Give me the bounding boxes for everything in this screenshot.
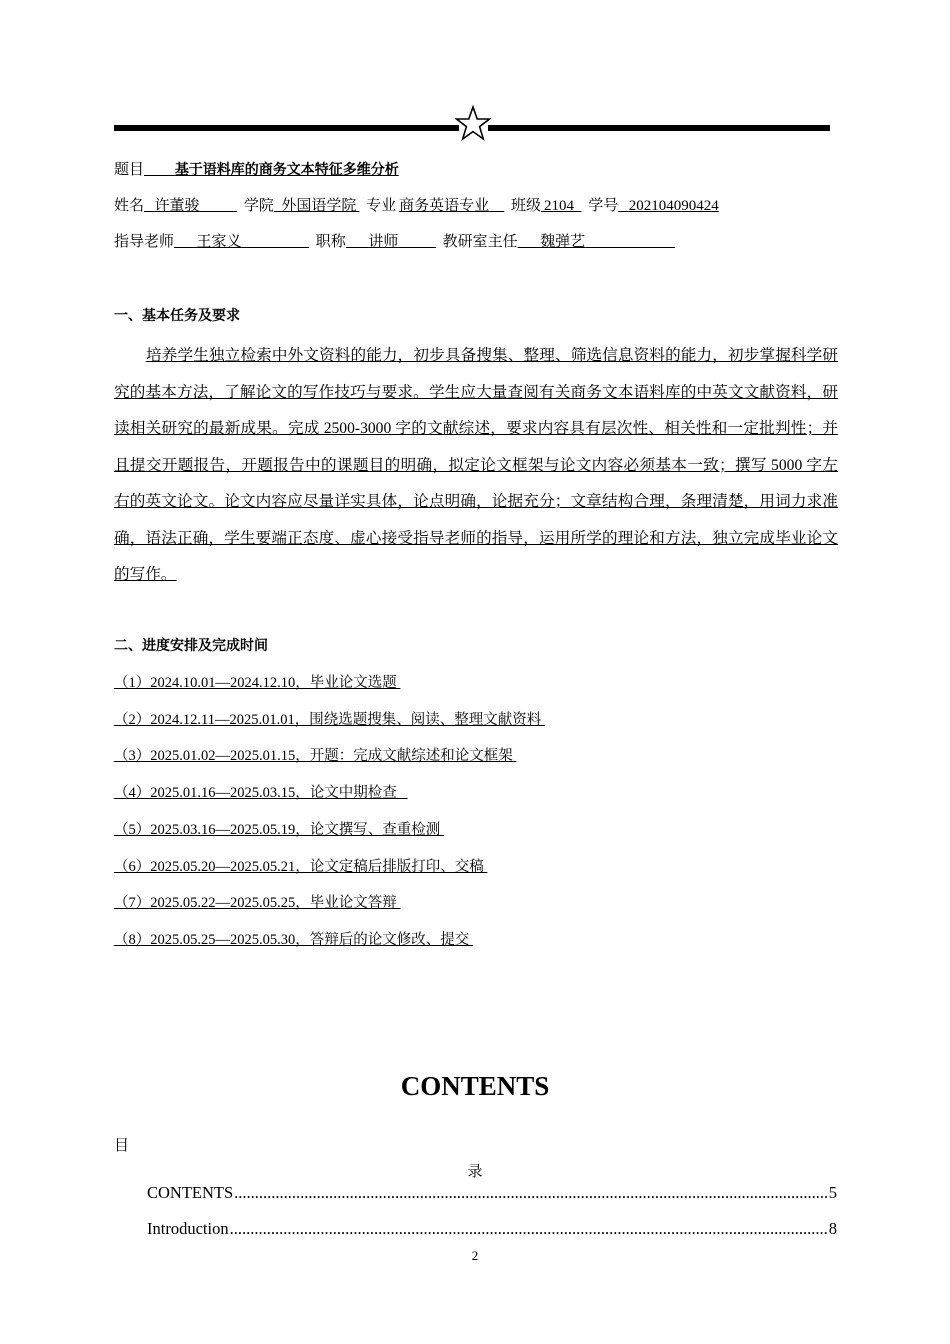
college-label: 学院 (243, 198, 274, 214)
star-icon (455, 104, 491, 144)
toc-entry-page: 5 (828, 1183, 837, 1202)
schedule-item-5: （5）2025.03.16—2025.05.19，论文撰写、查重检测 (114, 822, 444, 838)
toc-entry[interactable] (147, 1182, 837, 1204)
schedule-item-4: （4）2025.01.16—2025.03.15，论文中期检查 (114, 785, 408, 801)
toc-leader (230, 1218, 828, 1240)
job-title-value: 讲师 (368, 234, 399, 250)
schedule-item-2: （2）2024.12.11—2025.01.01，围绕选题搜集、阅读、整理文献资料 (114, 712, 545, 728)
name-value: 许董骏 (154, 198, 200, 214)
schedule-item-1: （1）2024.10.01—2024.12.10，毕业论文选题 (114, 675, 401, 691)
section1-heading: 一、基本任务及要求 (114, 308, 240, 324)
college-value: 外国语学院 (281, 198, 357, 214)
toc-lu: 录 (467, 1164, 483, 1180)
schedule-item-7: （7）2025.05.22—2025.05.25，毕业论文答辩 (114, 895, 401, 911)
job-title-label: 职称 (315, 234, 346, 250)
contents-title: CONTENTS (400, 1071, 550, 1101)
header-rule-left (114, 125, 459, 131)
toc-entry[interactable] (147, 1218, 837, 1240)
topic-label: 题目 (114, 162, 145, 178)
topic-value: 基于语料库的商务文本特征多维分析 (174, 162, 399, 178)
page-number: 2 (471, 1248, 479, 1263)
toc-leader (234, 1182, 828, 1204)
advisor-value: 王家义 (196, 234, 242, 250)
student-info-row (114, 196, 719, 216)
class-value: 2104 (543, 198, 574, 214)
class-label: 班级 (510, 198, 541, 214)
toc-entry-label: CONTENTS (147, 1183, 234, 1202)
name-label: 姓名 (114, 198, 145, 214)
schedule-item-6: （6）2025.05.20—2025.05.21，论文定稿后排版打印、交稿 (114, 859, 488, 875)
advisor-row (114, 232, 675, 252)
director-value: 魏弹艺 (540, 234, 586, 250)
director-label: 教研室主任 (442, 234, 518, 250)
advisor-label: 指导老师 (114, 234, 175, 250)
major-value: 商务英语专业 (399, 198, 490, 214)
major-label: 专业 (366, 198, 397, 214)
section2-heading: 二、进度安排及完成时间 (114, 638, 268, 654)
student-id-label: 学号 (588, 198, 619, 214)
toc-entry-page: 8 (828, 1219, 837, 1238)
schedule-item-3: （3）2025.01.02—2025.01.15，开题：完成文献综述和论文框架 (114, 748, 517, 764)
student-id-value: 202104090424 (628, 198, 719, 214)
toc-mu: 目 (114, 1138, 130, 1154)
section1-body: 培养学生独立检索中外文资料的能力，初步具备搜集、整理、筛选信息资料的能力，初步掌握科学研究的基本方法，了解论文的写作技巧与要求。学生应大量查阅有关商务文本语料库的中英文文献资料，研读相关研究的最新成果。完成 2500-3000 字的文献综述，要求内容具有层次性、相关性和一定批判性；并且提交开题报告，开题报告中的课题目的明确，拟定论文框架与论文内容必须基本一致；撰写 5000 字左右的英文论文。论文内容应尽量详实具体，论点明确，论据充分；文章结构合理，条理清楚，用词力求准确，语法正确，学生要端正态度、虚心接受指导老师的指导，运用所学的理论和方法，独立完成毕业论文的写作。 (114, 347, 838, 583)
topic-row (114, 160, 399, 180)
header-rule-right (488, 125, 830, 131)
schedule-item-8: （8）2025.05.25—2025.05.30，答辩后的论文修改、提交 (114, 932, 473, 948)
toc-entry-label: Introduction (147, 1219, 229, 1238)
